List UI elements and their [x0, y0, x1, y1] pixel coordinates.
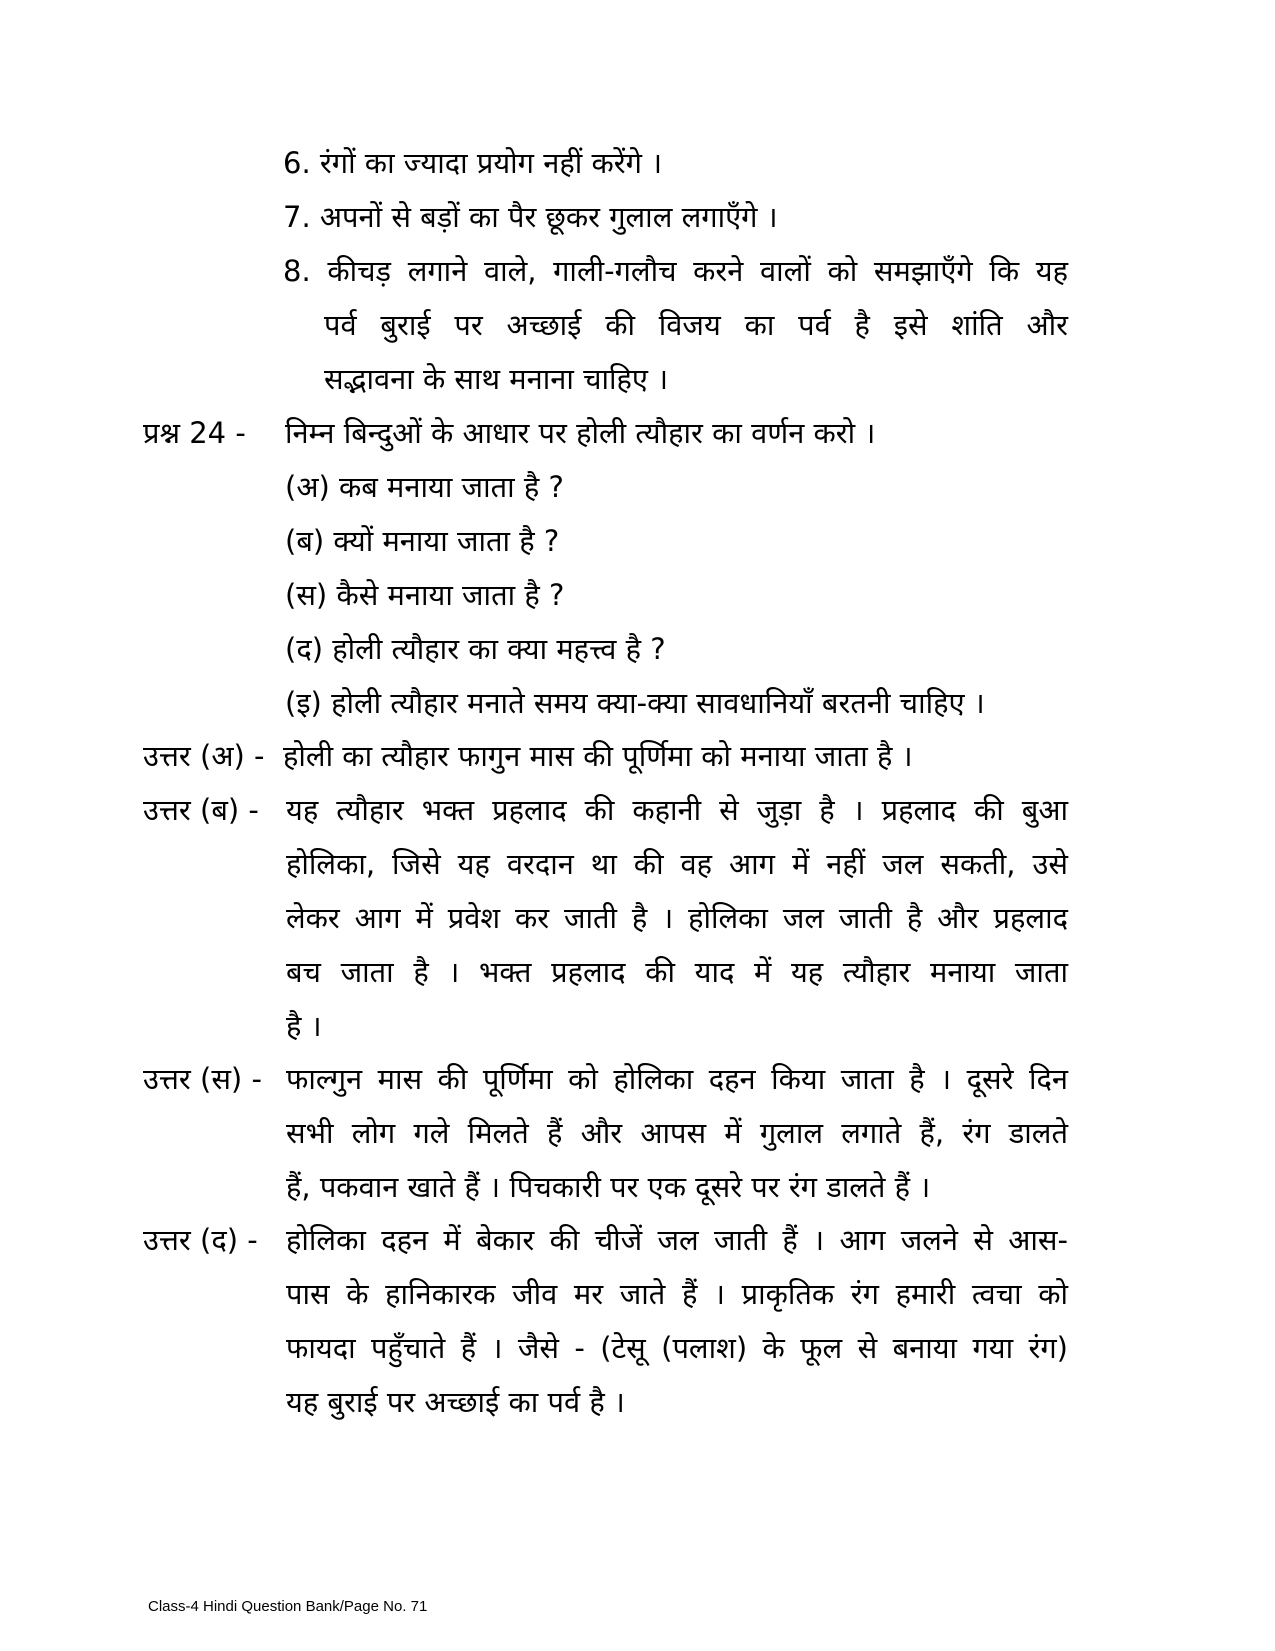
- answer-s-line-1: फाल्गुन मास की पूर्णिमा को होलिका दहन किया जाता है । दूसरे दिन: [286, 1062, 1068, 1096]
- answer-d-line-2: पास के हानिकारक जीव मर जाते हैं । प्राकृतिक रंग हमारी त्वचा को: [286, 1277, 1068, 1311]
- answer-b-line-5: है ।: [286, 1009, 322, 1043]
- question-option-b: (ब) क्यों मनाया जाता है ?: [285, 524, 560, 558]
- answer-s-line-2: सभी लोग गले मिलते हैं और आपस में गुलाल लगाते हैं, रंग डालते: [286, 1116, 1068, 1150]
- answer-b-line-3: लेकर आग में प्रवेश कर जाती है । होलिका जल जाती है और प्रहलाद: [286, 901, 1068, 935]
- question-option-i: (इ) होली त्यौहार मनाते समय क्या-क्या सावधानियाँ बरतनी चाहिए ।: [285, 686, 985, 720]
- answer-a-line-1: होली का त्यौहार फागुन मास की पूर्णिमा को मनाया जाता है ।: [283, 739, 913, 773]
- list-item-7: 7. अपनों से बड़ों का पैर छूकर गुलाल लगाएँगे ।: [283, 200, 778, 234]
- answer-b-line-1: यह त्यौहार भक्त प्रहलाद की कहानी से जुड़ा है । प्रहलाद की बुआ: [286, 793, 1068, 827]
- answer-b-line-2: होलिका, जिसे यह वरदान था की वह आग में नहीं जल सकती, उसे: [286, 847, 1068, 881]
- list-item-8-line-1: 8. कीचड़ लगाने वाले, गाली-गलौच करने वालों को समझाएँगे कि यह: [283, 254, 1068, 288]
- question-label: प्रश्न 24 -: [143, 416, 246, 450]
- question-text: निम्न बिन्दुओं के आधार पर होली त्यौहार का वर्णन करो ।: [285, 416, 876, 450]
- answer-b-label: उत्तर (ब) -: [143, 793, 259, 827]
- list-item-6: 6. रंगों का ज्यादा प्रयोग नहीं करेंगे ।: [283, 146, 663, 180]
- answer-d-line-1: होलिका दहन में बेकार की चीजें जल जाती हैं । आग जलने से आस-: [286, 1223, 1068, 1257]
- answer-d-line-3: फायदा पहुँचाते हैं । जैसे - (टेसू (पलाश) के फूल से बनाया गया रंग): [286, 1331, 1068, 1365]
- answer-d-line-4: यह बुराई पर अच्छाई का पर्व है ।: [286, 1385, 625, 1419]
- answer-s-label: उत्तर (स) -: [143, 1062, 262, 1096]
- list-item-8-line-2: पर्व बुराई पर अच्छाई की विजय का पर्व है इसे शांति और: [324, 308, 1068, 342]
- page-footer: Class-4 Hindi Question Bank/Page No. 71: [148, 1598, 428, 1615]
- question-option-a: (अ) कब मनाया जाता है ?: [285, 470, 564, 504]
- answer-b-line-4: बच जाता है । भक्त प्रहलाद की याद में यह त्यौहार मनाया जाता: [286, 955, 1068, 989]
- answer-s-line-3: हैं, पकवान खाते हैं । पिचकारी पर एक दूसरे पर रंग डालते हैं ।: [286, 1170, 931, 1204]
- list-item-8-line-3: सद्भावना के साथ मनाना चाहिए ।: [324, 362, 669, 396]
- question-option-d: (द) होली त्यौहार का क्या महत्त्व है ?: [285, 632, 666, 666]
- question-option-s: (स) कैसे मनाया जाता है ?: [285, 578, 565, 612]
- answer-a-label: उत्तर (अ) -: [143, 739, 265, 773]
- answer-d-label: उत्तर (द) -: [143, 1223, 258, 1257]
